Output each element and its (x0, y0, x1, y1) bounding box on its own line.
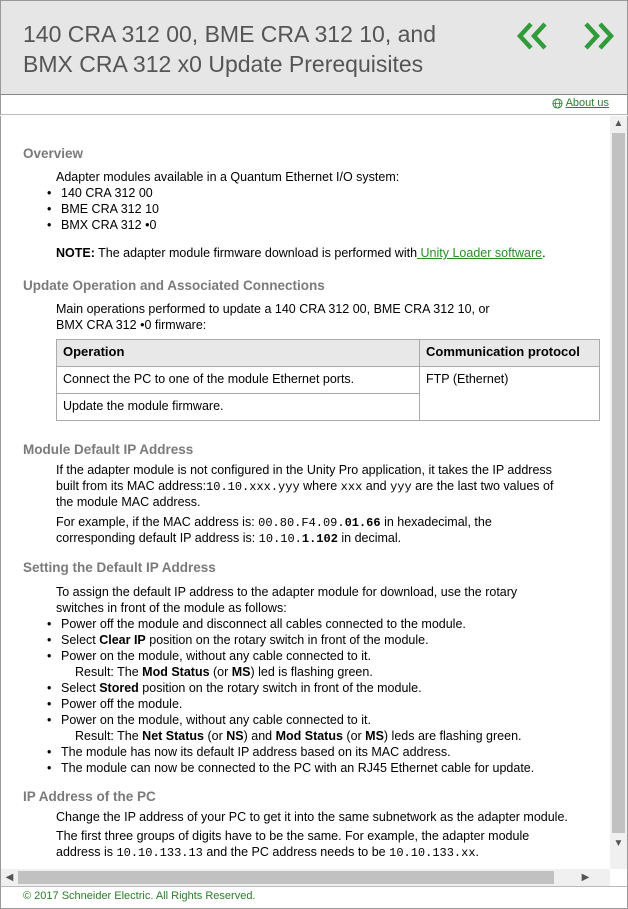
horizontal-scrollbar[interactable] (1, 869, 610, 886)
table-header-row (57, 340, 600, 367)
bold-span: Net Status (142, 729, 204, 743)
bold-span: MS (231, 665, 251, 679)
content-area (0, 116, 628, 886)
bold-span: NS (226, 729, 244, 743)
code-span: 10.10.133.13 (116, 846, 203, 860)
code-span: yyy (390, 480, 412, 494)
code-span: 10.10.133.xx (389, 846, 476, 860)
code-span: 10.10.xxx.yyy (206, 480, 300, 494)
page-title-line1: 140 CRA 312 00, BME CRA 312 10, and (23, 21, 436, 47)
scroll-right-icon[interactable]: ▶ (581, 872, 590, 883)
update-intro-line2: BMX CRA 312 •0 firmware: (56, 318, 207, 332)
bold-span: Mod Status (142, 665, 210, 679)
about-bar (0, 95, 628, 115)
text-span: (or (209, 665, 232, 679)
list-item: • Power off the module and disconnect all cables connected to the module. (61, 616, 466, 632)
page-title-line2: BMX CRA 312 x0 Update Prerequisites (23, 51, 424, 77)
globe-icon (552, 98, 563, 109)
text-span: (or (204, 729, 227, 743)
text-span: are the last two values of (411, 479, 554, 493)
text-span: . (475, 845, 480, 859)
list-item (61, 680, 422, 696)
bold-span: Stored (99, 681, 139, 695)
scroll-up-icon[interactable]: ▲ (613, 118, 624, 129)
code-bold-span: 01.66 (344, 516, 381, 530)
setting-intro-line2: switches in front of the module as follows: (56, 601, 287, 615)
text-span: and (362, 479, 391, 493)
update-intro-line1: Main operations performed to update a 140 CRA 312 00, BME CRA 312 10, or (56, 302, 490, 316)
section-title-pc-ip: IP Address of the PC (23, 789, 156, 804)
text-span: in hexadecimal, the (380, 515, 492, 529)
text-span: address is (56, 845, 117, 859)
double-chevron-left-icon (514, 19, 552, 53)
text-span: ) and (243, 729, 276, 743)
overview-intro: Adapter modules available in a Quantum Ethernet I/O system: (56, 170, 400, 184)
result-text (75, 664, 373, 680)
note-text: The adapter module firmware download is performed with (94, 246, 418, 260)
bold-span: Mod Status (275, 729, 343, 743)
bold-span: Clear IP (99, 633, 146, 647)
scroll-left-icon[interactable]: ◀ (5, 872, 14, 883)
table-row (57, 367, 600, 394)
text-span: ) led is flashing green. (250, 665, 373, 679)
note-end: . (542, 246, 546, 260)
setting-intro-line1: To assign the default IP address to the adapter module for download, use the rotary (56, 585, 518, 599)
column-header-operation: Operation (57, 340, 420, 367)
text-span: built from its MAC address: (56, 479, 207, 493)
about-us-link[interactable] (552, 97, 609, 109)
list-item: • The module can now be connected to the PC with an RJ45 Ethernet cable for update. (61, 760, 534, 776)
text-span: position on the rotary switch in front of the module. (145, 633, 429, 647)
column-header-protocol: Communication protocol (420, 340, 600, 367)
pc-ip-line1: Change the IP address of your PC to get it into the same subnetwork as the adapter module. (56, 810, 568, 824)
note-label: NOTE: (56, 246, 95, 260)
text-span: ) leds are flashing green. (383, 729, 522, 743)
pc-ip-line2: The first three groups of digits have to be the same. For example, the adapter module (56, 829, 530, 843)
scroll-down-icon[interactable]: ▼ (613, 838, 624, 849)
vertical-scrollbar[interactable] (610, 116, 627, 869)
default-ip-example-line1 (56, 514, 492, 531)
list-item: • BMX CRA 312 •0 (61, 217, 156, 233)
next-page-button[interactable] (579, 19, 617, 53)
text-span: Select (61, 633, 100, 647)
table-cell: Connect the PC to one of the module Ethernet ports. (57, 367, 420, 394)
result-text (75, 728, 522, 744)
list-item: • 140 CRA 312 00 (61, 185, 153, 201)
default-ip-line1: If the adapter module is not configured in the Unity Pro application, it takes the IP address (56, 463, 552, 477)
list-item: • Power on the module, without any cable connected to it. (61, 648, 371, 664)
text-span: corresponding default IP address is: (56, 531, 259, 545)
overview-note (56, 245, 546, 261)
bold-span: MS (365, 729, 384, 743)
text-span: where (299, 479, 341, 493)
text-span: position on the rotary switch in front of the module. (138, 681, 422, 695)
text-span: and the PC address needs to be (202, 845, 390, 859)
list-item: • BME CRA 312 10 (61, 201, 159, 217)
list-item: • Power on the module, without any cable connected to it. (61, 712, 371, 728)
unity-loader-link[interactable]: Unity Loader software (417, 246, 543, 260)
code-span: 00.80.F4.09. (258, 516, 345, 530)
text-span: Select (61, 681, 100, 695)
text-span: For example, if the MAC address is: (56, 515, 259, 529)
table-cell: Update the module firmware. (57, 394, 420, 421)
page-header (0, 0, 628, 95)
text-span: Result: The (75, 729, 143, 743)
list-item (61, 632, 429, 648)
code-span: xxx (340, 480, 363, 494)
table-cell: FTP (Ethernet) (420, 367, 600, 421)
text-span: Result: The (75, 665, 143, 679)
list-item: • The module has now its default IP address based on its MAC address. (61, 744, 451, 760)
double-chevron-right-icon (579, 19, 617, 53)
code-bold-span: 1.102 (301, 532, 338, 546)
operations-table (56, 339, 600, 421)
default-ip-example-line2 (56, 530, 401, 547)
section-title-overview: Overview (23, 146, 84, 161)
section-title-setting-ip: Setting the Default IP Address (23, 560, 216, 575)
code-span: 10.10. (258, 532, 302, 546)
section-title-default-ip: Module Default IP Address (23, 442, 194, 457)
page-title (23, 19, 503, 79)
text-span: in decimal. (337, 531, 402, 545)
horizontal-scroll-thumb[interactable] (18, 871, 554, 884)
text-span: (or (342, 729, 366, 743)
page-footer (0, 886, 628, 909)
section-title-update-operation: Update Operation and Associated Connections (23, 278, 325, 293)
copyright-text: © 2017 Schneider Electric. All Rights Reserved. (23, 890, 256, 902)
about-us-label: About us (565, 97, 609, 109)
default-ip-line2 (56, 478, 553, 495)
pc-ip-line3 (56, 844, 479, 861)
vertical-scroll-thumb[interactable] (612, 133, 625, 833)
default-ip-line3: the module MAC address. (56, 495, 201, 509)
previous-page-button[interactable] (514, 19, 552, 53)
list-item: • Power off the module. (61, 696, 182, 712)
